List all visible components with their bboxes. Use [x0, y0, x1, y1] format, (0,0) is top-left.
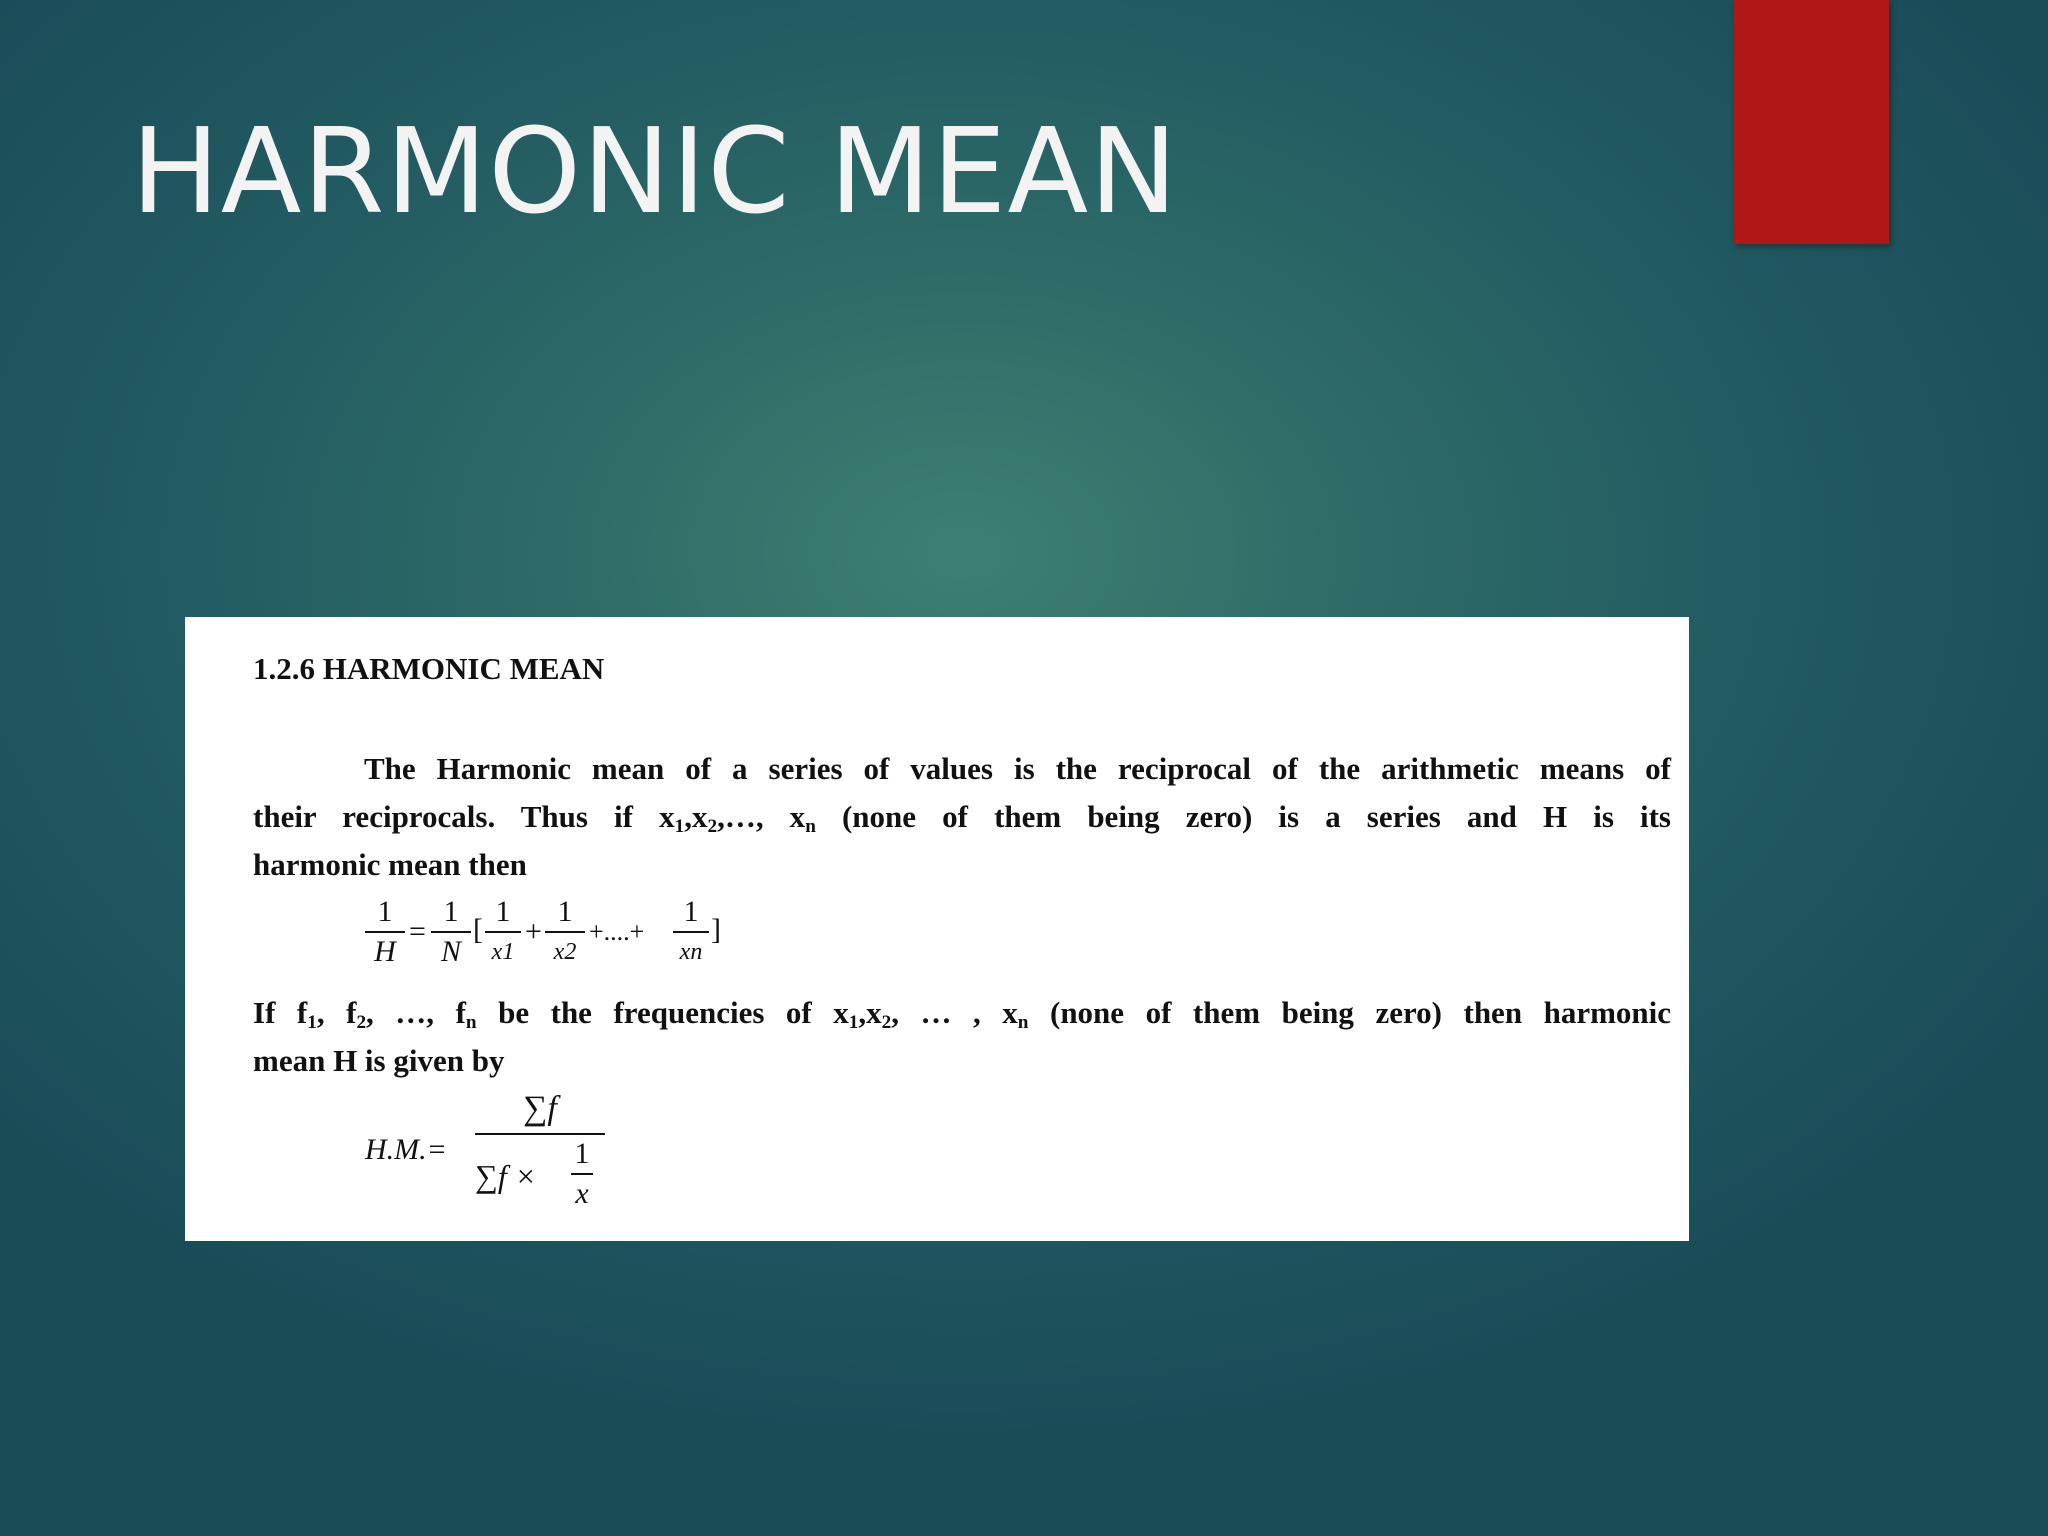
fraction-1-over-x2: 1 x2	[545, 895, 585, 969]
fraction-1-over-xn: 1 xn	[673, 895, 709, 969]
plus-sign: +	[525, 915, 542, 948]
open-bracket: [	[473, 913, 483, 946]
paragraph-line: If $f_1$, $f_2$, …, $f_n$ be the frequencies of $x_1,x_2$, … , $x_n$ (none of them being zero) then harmonic	[253, 995, 1672, 1033]
paragraph-line: their reciprocals. Thus if $x_1,x_2,\dots$, $x_n$ (none of them being zero) is a series and H is its	[253, 799, 1671, 837]
equals-sign: =	[409, 915, 426, 948]
fraction-1-over-h: 1 H	[365, 895, 405, 969]
fraction-1-over-n: 1 N	[431, 895, 471, 969]
formula-numerator: ∑f	[523, 1090, 557, 1127]
ellipsis: +....+	[589, 917, 645, 946]
paragraph-line: harmonic mean then	[253, 847, 527, 882]
formula-lhs: H.M.=	[365, 1133, 447, 1166]
accent-bar	[1734, 0, 1889, 244]
harmonic-mean-formula	[365, 895, 785, 987]
close-bracket: ]	[711, 913, 721, 946]
fraction-1-over-x1: 1 x1	[485, 895, 521, 969]
slide-title: HARMONIC MEAN	[131, 102, 1179, 240]
paragraph-line: The Harmonic mean of a series of values is the reciprocal of the arithmetic means of	[364, 751, 1671, 786]
formula-denominator: ∑f × 1 x	[475, 1137, 605, 1229]
section-heading: 1.2.6 HARMONIC MEAN	[253, 651, 605, 686]
document-excerpt	[185, 617, 1689, 1241]
paragraph-line: mean H is given by	[253, 1043, 505, 1078]
main-fraction	[475, 1087, 605, 1229]
weighted-harmonic-mean-formula	[365, 1087, 705, 1237]
